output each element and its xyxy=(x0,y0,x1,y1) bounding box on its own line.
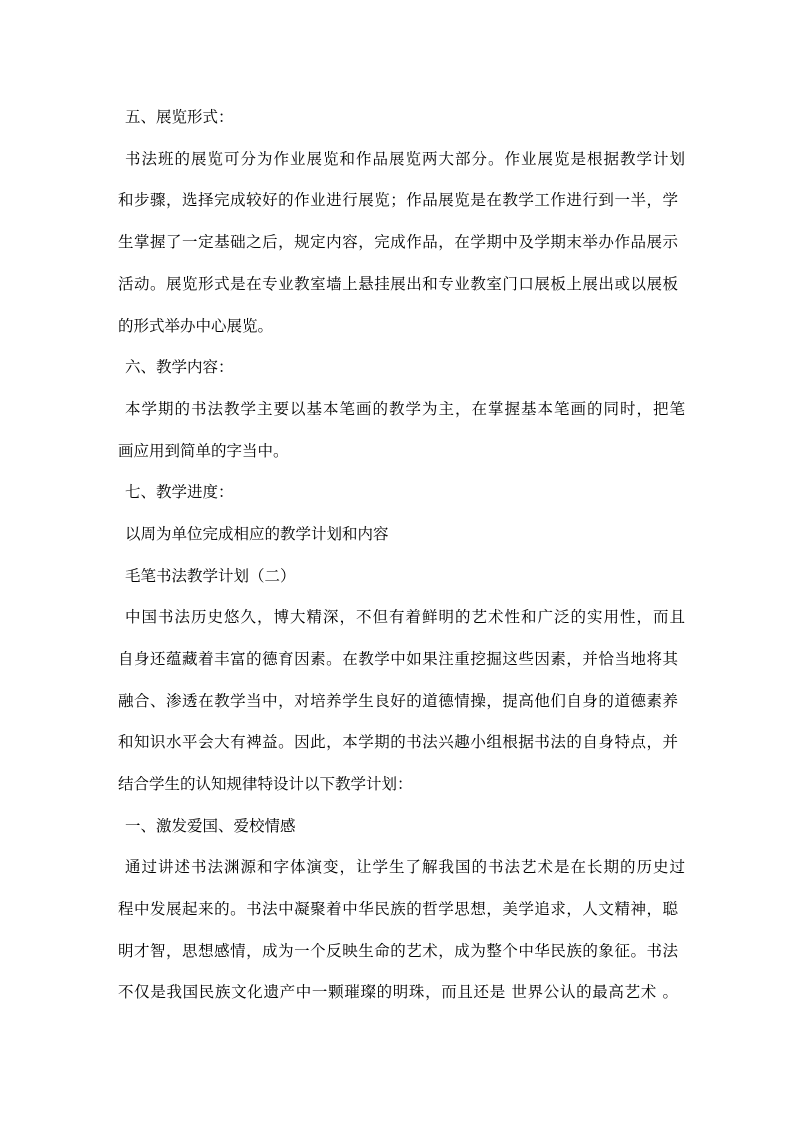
paragraph-line: 和知识水平会大有裨益。因此，本学期的书法兴趣小组根据书法的自身特点，并 xyxy=(118,733,678,751)
paragraph-line: 结合学生的认知规律特设计以下教学计划： xyxy=(118,775,413,793)
paragraph-line: 自身还蕴藏着丰富的德育因素。在教学中如果注重挖掘这些因素，并恰当地将其 xyxy=(118,650,678,668)
document-title-part-two: 毛笔书法教学计划（二） xyxy=(125,567,296,585)
section-heading-exhibition-form: 五、展览形式： xyxy=(125,108,234,126)
paragraph-line: 程中发展起来的。书法中凝聚着中华民族的哲学思想，美学追求，人文精神，聪 xyxy=(118,900,678,918)
paragraph-line: 通过讲述书法渊源和字体演变，让学生了解我国的书法艺术是在长期的历史过 xyxy=(125,858,685,876)
paragraph-line: 生掌握了一定基础之后，规定内容，完成作品，在学期中及学期末举办作品展示 xyxy=(118,233,678,251)
section-heading-teaching-progress: 七、教学进度： xyxy=(125,483,234,501)
paragraph-line: 不仅是我国民族文化遗产中一颗璀璨的明珠，而且还是 世界公认的最高艺术 。 xyxy=(118,983,678,1001)
paragraph-line: 画应用到简单的字当中。 xyxy=(118,442,289,460)
paragraph-line: 融合、渗透在教学当中，对培养学生良好的道德情操，提高他们自身的道德素养 xyxy=(118,692,678,710)
paragraph-line: 明才智，思想感情，成为一个反映生命的艺术，成为整个中华民族的象征。书法 xyxy=(118,942,678,960)
section-heading-teaching-content: 六、教学内容： xyxy=(125,358,234,376)
paragraph-line: 活动。展览形式是在专业教室墙上悬挂展出和专业教室门口展板上展出或以展板 xyxy=(118,275,678,293)
paragraph-line: 的形式举办中心展览。 xyxy=(118,317,274,335)
paragraph-line: 本学期的书法教学主要以基本笔画的教学为主，在掌握基本笔画的同时，把笔 xyxy=(125,400,685,418)
paragraph-line: 中国书法历史悠久，博大精深，不但有着鲜明的艺术性和广泛的实用性，而且 xyxy=(125,608,685,626)
section-heading-patriotism: 一、激发爱国、爱校情感 xyxy=(125,817,296,835)
paragraph-line: 书法班的展览可分为作业展览和作品展览两大部分。作业展览是根据教学计划 xyxy=(125,150,685,168)
paragraph-line: 以周为单位完成相应的教学计划和内容 xyxy=(125,525,389,543)
paragraph-line: 和步骤，选择完成较好的作业进行展览；作品展览是在教学工作进行到一半，学 xyxy=(118,191,678,209)
